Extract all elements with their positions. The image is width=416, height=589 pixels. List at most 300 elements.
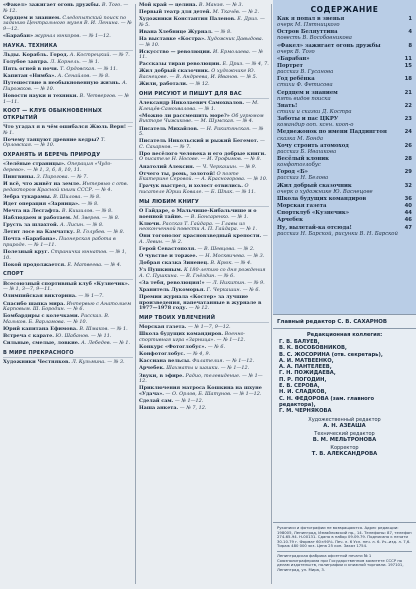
column-divider — [271, 4, 272, 584]
entry-title: Конкурс «Фотоглобус». — [139, 344, 207, 351]
entry-title: Звуки, в эфире. — [139, 372, 184, 379]
entry-details: — № 1—7. — [78, 293, 104, 300]
entry-title: Конфотоглобус. — [139, 351, 186, 358]
index-entry — [3, 67, 133, 73]
index-entry — [139, 50, 269, 61]
contents-item-name: Спортклуб «Кузнечик» — [277, 210, 350, 217]
entry-title: «Барабан» — [3, 32, 34, 39]
entry-title: Хранитель Лукоморья. — [139, 287, 206, 294]
contents-item-name: Портрет — [277, 63, 303, 70]
index-entry — [3, 162, 133, 173]
index-entry — [139, 82, 269, 88]
contents-item-title — [277, 43, 403, 55]
section-rule — [3, 279, 133, 280]
index-column-left — [3, 3, 133, 367]
contents-page-number: 44 — [404, 210, 412, 217]
index-entry — [3, 314, 133, 325]
index-entry — [139, 374, 269, 385]
entry-details: Г. Черкашин. — № 6. — [206, 287, 260, 294]
board-member: Г. Н. ПОЖИДАЕВА, — [279, 370, 336, 377]
contents-item-name: Город «Б» — [277, 169, 308, 176]
entry-title: «Зелёные страницы». — [3, 161, 66, 168]
entry-details: — № 7, 12. — [179, 404, 207, 411]
index-entry — [3, 237, 133, 248]
role-name: В. М. МЕЛЬТРОНОВА — [312, 436, 377, 443]
index-entry — [139, 184, 269, 195]
entry-title: Почему танцуют древние кедры? — [3, 136, 100, 143]
index-entry — [139, 254, 269, 260]
contents-row — [277, 76, 412, 88]
entry-title: Жил добрый сказочник. — [139, 68, 210, 75]
index-entry — [139, 268, 269, 279]
contents-row — [277, 103, 412, 115]
contents-item-author: очерк о художнике Ю. Васнецове — [277, 188, 373, 195]
index-entry — [139, 209, 269, 220]
index-entry — [139, 114, 269, 125]
contents-row — [277, 90, 412, 102]
entry-details: Т. Ордовская. — № 11. — [59, 66, 118, 73]
index-entry — [139, 366, 269, 372]
contents-row — [277, 29, 412, 41]
index-entry — [3, 223, 133, 229]
printer-info: Ленинградская фабрика офсетной печати № 1 Союзполиграфпрома при Государственном комитете СССР по делам издательств, полиграфии и книжной торговли. 197101, Ленинград, ул. Мира, 3. — [277, 551, 412, 572]
index-entry — [139, 30, 269, 36]
index-entry — [3, 327, 133, 333]
contents-page-number: 4 — [408, 29, 412, 36]
contents-page-number: 28 — [404, 156, 412, 162]
entry-title: Сердцем и знанием. — [3, 14, 61, 21]
entry-title: Зебра тукарамы. — [3, 193, 52, 200]
index-entry — [139, 399, 269, 405]
contents-page-number: 11 — [404, 55, 412, 62]
index-entry — [139, 345, 269, 351]
entry-details: журнал юнкоров. — № 1—12. — [34, 32, 111, 39]
section-heading: НАУКА. ТЕХНИКА — [3, 42, 58, 49]
contents-item-name: Арчебек — [277, 217, 303, 224]
entry-title: Художники Честняков. — [3, 359, 71, 366]
index-entry — [3, 16, 133, 33]
entry-details: Пионерская работа в природе. — № 1—11. — [3, 236, 116, 248]
entry-title: Бомбардиры с колечками. — [3, 313, 80, 320]
column-divider — [135, 4, 136, 584]
entry-title: Они тогонолог красновзведный крепости. — [139, 233, 262, 240]
contents-row — [277, 56, 412, 62]
index-entry — [139, 165, 269, 171]
editorial-board-list — [273, 339, 416, 415]
board-member: В. С. ЖОСОРИНА (отв. секретарь), — [279, 351, 383, 358]
contents-item-name: Школа будущих командиров — [277, 195, 367, 202]
entry-title: Анатолий Алексин. — [139, 163, 195, 170]
contents-row — [277, 217, 412, 223]
entry-details: М. Зверев. — № 8. — [73, 215, 120, 222]
entry-details: В. Того. — № 12. — [3, 2, 129, 14]
section-rule — [3, 357, 133, 358]
section-heading: КООТ — КЛУБ ОБЫКНОВЕННЫХ ОТКРЫТИЙ — [3, 108, 103, 121]
entry-title: Новости науки и техники. — [3, 93, 79, 100]
index-entry — [3, 341, 133, 347]
contents-page-number: 21 — [404, 89, 412, 96]
entry-title: Первый театр для детей. — [139, 9, 212, 16]
contents-item-title — [277, 63, 403, 75]
contents-page-number: 18 — [404, 76, 412, 83]
editorial-roles — [273, 417, 416, 457]
index-entry — [3, 34, 133, 40]
entry-details: Ю. Шабанов. — № 11. — [55, 332, 112, 339]
entry-details: М. Ткачёв. — № 2. — [212, 9, 260, 16]
entry-title: Что угадал я в чём ошибался Жюль Верн! — [3, 124, 127, 131]
section-heading: МЫ ЛЮБИМ КНИГУ — [139, 198, 199, 205]
entry-title: Грачук выстрел, и холост отвились. — [139, 183, 243, 190]
entry-details: Шахматы и шашки. — № 1—12. — [166, 365, 250, 372]
contents-item-author: сказка М. Бонда — [277, 135, 324, 142]
contents-item-title — [277, 196, 403, 202]
entry-details: Операция «Чудо-дерево». — № 1, 3, 6, 8, 10, 11. — [3, 161, 112, 173]
entry-details: К 180-летию со дня рождения А. С. Пушкина. — В. Гнёздин. — № 6. — [139, 267, 266, 279]
entry-details: Т. Орловская. — № 10. — [3, 136, 106, 149]
index-entry — [3, 294, 133, 300]
entry-title: Герой Севастополя. — [139, 246, 196, 252]
contents-item-title — [277, 156, 403, 168]
entry-details: В. Четвергов. — № 1—11. — [3, 93, 129, 105]
entry-title: Писатель Никольский и рыжий Бегемот. — [139, 138, 259, 145]
section-rule — [3, 50, 133, 51]
contents-item-author: стихи Ф. Фетисова — [277, 82, 333, 89]
entry-details: Об угрюмом Викторе Чижикове. — М. Шумская. — № 4. — [139, 112, 264, 125]
entry-title: Про весёлого человека и его добрые книги. — [139, 150, 266, 157]
index-entry — [3, 195, 133, 201]
contents-item-title — [277, 217, 403, 223]
index-entry — [3, 263, 133, 269]
index-entry — [3, 3, 133, 14]
entry-title: Наблюдаем и работаем. — [3, 215, 72, 222]
entry-details: Е. Матвеева. — № 4. — [67, 261, 122, 268]
index-entry — [3, 360, 133, 366]
contents-item-author: стихи и сказки Д. Костра — [277, 108, 352, 115]
board-member: А. И. МАТВЕЕНКО, — [279, 357, 334, 364]
contents-page-number: 40 — [404, 203, 412, 210]
entry-details: — Н. Ракитянская. — № 5. — [139, 125, 264, 138]
contents-page-number: 15 — [404, 63, 412, 70]
contents-item-name: Весёлый клоник — [277, 156, 329, 162]
entry-details: — Н. Москвичева. — № 3. — [198, 253, 265, 260]
contents-item-author: конфотоглобус — [277, 162, 321, 169]
section-heading: СПОРТ — [3, 271, 24, 278]
entry-details: А. Лисин. — № 8. — [59, 222, 104, 229]
contents-row — [277, 116, 412, 128]
index-entry — [139, 10, 269, 16]
entry-details: Е. Дриз. — № 4, 7. — [222, 61, 269, 68]
entry-details: В. Шилова. — № 8. — [53, 193, 101, 200]
contents-page-number: 22 — [404, 102, 412, 109]
contents-item-title — [277, 116, 403, 128]
index-entry — [139, 69, 269, 80]
index-entry — [3, 138, 133, 149]
entry-title: Льды. Корабль. Город. — [3, 51, 69, 58]
contents-page-number: 32 — [404, 182, 412, 189]
index-entry — [139, 234, 269, 245]
editorial-board-heading: Редакционная коллегия: — [306, 332, 383, 338]
contents-row — [277, 203, 412, 209]
entry-title: Грусть за шлахтой. — [3, 222, 59, 229]
contents-item-name: Морская газета — [277, 203, 327, 210]
index-entry — [139, 139, 269, 150]
entry-details: 3. Пирогова. — № 7. — [36, 174, 88, 180]
contents-item-author: рассказ Н. Барской, рисунки В. Н. Барской — [277, 230, 398, 237]
contents-row — [277, 183, 412, 195]
entry-details: — № 4, 9. — [186, 351, 211, 358]
entry-title: Идет операция «Зарница». — [3, 200, 80, 207]
contents-item-author: командир ооп. ксен. кооп-о — [277, 122, 354, 129]
index-entry — [139, 386, 269, 397]
role-name: Т. В. АЛЕКСАНДРОВА — [311, 450, 378, 457]
entry-title: И всё, что живёт на земле. — [3, 181, 81, 188]
contents-item-author: очерк В. Того — [277, 48, 315, 55]
contents-page-number: 26 — [404, 142, 412, 149]
index-entry — [3, 175, 133, 181]
section-rule — [139, 98, 269, 99]
entry-title: Добрая сказка Зиненец. — [139, 260, 209, 267]
index-entry — [3, 125, 133, 136]
entry-details: — № 1—12. — [174, 397, 204, 404]
entry-details: Л. Корнель. — № 1. — [50, 59, 100, 66]
contents-item-name: «Факел» зажигает огонь дружбы — [277, 42, 381, 49]
entry-details: — № 1, 3—7, 9—11. — [3, 286, 52, 293]
entry-title: «Можно ли рассмешить море?» — [139, 112, 230, 119]
entry-title: Арчебек. — [139, 365, 165, 372]
contents-item-author: рассказ Н. Белова — [277, 175, 329, 182]
contents-item-name: «Барабан» — [277, 55, 310, 62]
entry-title: Наша анкета. — [139, 404, 179, 411]
index-entry — [3, 81, 133, 92]
entry-details: — С. Сахарнов. — № 7. — [139, 138, 265, 150]
entry-details: Художник Давыдова. — № 10. — [139, 35, 264, 48]
staff-role — [273, 445, 416, 457]
entry-details: Интервью с отв. редактором Красной книги СССР. — № 4. — [3, 181, 129, 193]
contents-item-title — [277, 225, 403, 237]
entry-title: Мечта на Лесгафта. — [3, 207, 61, 214]
entry-details: Радио, телевидение. — № 1—12. — [139, 372, 263, 385]
role-name: А. Н. АЗЕАША — [323, 422, 366, 429]
entry-details: — № 12. — [189, 81, 210, 88]
index-entry — [139, 247, 269, 253]
entry-details: Л. Кузьмина. — № 3. — [71, 359, 125, 366]
entry-details: — М. Клещёв-Самохвалова. — № 1. — [139, 100, 259, 112]
entry-title: Мой край — целина. — [139, 2, 198, 8]
contents-row — [277, 143, 412, 155]
index-entry — [139, 352, 269, 358]
entry-details: Рассказ. В. Мальков. Б. Варламова. — № 10. — [3, 313, 110, 325]
index-entry — [139, 172, 269, 183]
entry-details: А. Сенайлов. — № 8. — [57, 73, 110, 80]
entry-title: Приключения матроса Кошкина на шхуне «Удача». — [139, 385, 262, 397]
entry-details: — № 8. — [214, 28, 232, 35]
contents-page-number: 46 — [404, 217, 412, 224]
entry-title: Отчего ты, ромь, золотой! — [139, 170, 216, 177]
contents-row — [277, 63, 412, 75]
index-entry — [139, 222, 269, 233]
entry-title: Кассиана вельсы. — [139, 358, 191, 365]
contents-page-number: 24 — [404, 129, 412, 136]
index-entry — [139, 332, 269, 343]
entry-title: Писатель Михайлов. — [139, 125, 199, 132]
contents-item-name: Остров Беляуттина — [277, 29, 338, 36]
index-entry — [3, 302, 133, 313]
entry-details: В. Голубев. — № 8. — [76, 229, 125, 236]
entry-details: В. Манэя. — № 3. — [198, 2, 244, 8]
entry-title: Ключи. — [139, 220, 161, 227]
entry-details: А. Лебедев. — № 1. — [81, 340, 131, 347]
entry-details: А. Кострецкий. — № 7. — [69, 51, 130, 58]
contents-item-name: Знать! — [277, 102, 298, 109]
imprint-block — [273, 522, 416, 588]
contents-item-title — [277, 103, 403, 115]
entry-details: Рассказ Т. Гайдара. — Главы из неоконченной повести А. П. Гайдара. — № 1. — [139, 220, 258, 233]
staff-role — [273, 417, 416, 429]
contents-item-name: Ну, вылетай-ка отсюда! — [277, 224, 352, 231]
contents-page-number: 23 — [404, 116, 412, 123]
contents-row — [277, 210, 412, 216]
contents-item-author: рассказ В. Гусанова — [277, 69, 334, 76]
entry-title: Пингвины. — [3, 174, 36, 180]
entry-details: Военно-спортивная игра «Зарница». — № 1—12. — [139, 331, 246, 344]
index-entry — [139, 37, 269, 48]
entry-title: «За тебя, революция!» — [139, 279, 205, 286]
entry-title: Путешествие в необыкновенную жизнь. — [3, 80, 121, 87]
entry-details: — № 6. — [207, 344, 226, 351]
entry-details: — № 8. — [81, 200, 99, 207]
index-entry — [139, 295, 269, 312]
contents-page-number: 36 — [404, 195, 412, 202]
role-label: Технический редактор — [314, 430, 375, 437]
entry-title: Рассказы тиран революции. — [139, 61, 221, 68]
entry-title: Встреча с карате. — [3, 332, 54, 339]
contents-item-author: повесть В. Вособовникова — [277, 35, 352, 42]
contents-item-title — [277, 203, 403, 209]
contents-title: СОДЕРЖАНИЕ — [310, 5, 379, 14]
index-entry — [3, 250, 133, 261]
index-entry — [3, 53, 133, 59]
contents-row — [277, 156, 412, 168]
imprint-text: Рукописи и фотографии не возвращаются. Адрес редакции: 198005, Ленинград, Измайловский пр., 14. Телефоны: 87, телефон 274-65-94. Н-00131. Сдано в набор 09.09.79. Подписано к печати 30.10.79 г. Формат 60×90⅛. Печ. л. 6 Усл. печ. л. 6. Уч.-изд. л. 7,6. Тираж 480 000 экз. Цена 25 коп. Заказ 1754. — [277, 525, 412, 549]
entry-details: — Ч. Черкашин. — № 9. — [195, 163, 257, 170]
chief-editor: Главный редактор С. В. САХАРНОВ — [273, 315, 416, 329]
contents-item-name: Медвежонок по имени Паддингтон — [277, 129, 387, 136]
entry-title: Пять огней в ночи. — [3, 66, 59, 73]
entry-details: В. Шмаков. — № 1. — [79, 325, 128, 332]
entry-title: Юрий капитана Ефимова. — [3, 325, 78, 332]
contents-item-author: очерк М. Пятницкого — [277, 22, 340, 29]
entry-details: — № 1. — [3, 124, 133, 136]
entry-details: О поэте Екатерине Серовой. — А. Красногорова. — № 10. — [139, 170, 268, 183]
entry-title: Премии журнала «Костер» за лучшие произведения, напечатанные в журнале в 1977—1978 году. — [139, 294, 262, 312]
index-entry — [3, 209, 133, 215]
board-member: С. Н. ФЕДОРОВА (зам. главного редактора), — [279, 395, 375, 408]
index-entry — [139, 17, 269, 28]
entry-title: «Факел» зажигает огонь дружбы. — [3, 2, 101, 8]
contents-panel — [273, 0, 416, 588]
entry-title: Летит лосе на Камчатку. — [3, 229, 75, 236]
contents-item-name: Как я попал в звенья — [277, 16, 345, 22]
contents-page-number: 47 — [404, 224, 412, 231]
contents-row — [277, 225, 412, 237]
entry-details: Следопытский поиск по заданию Центрального музея В. И. Ленина. — № 9—12. — [3, 14, 132, 32]
entry-details: Страничка юннатов. — № 1, 10. — [3, 249, 127, 261]
index-entry — [139, 101, 269, 112]
role-label: Художественный редактор — [308, 416, 381, 423]
board-member: В. К. ВОСОБОВНИКОВ, — [279, 345, 347, 352]
entry-title: Почта «Барабана». — [3, 236, 58, 243]
entry-details: Интервью с Анатолием Карповым. Ш. Бородин. — № 6. — [3, 300, 132, 313]
contents-row — [277, 43, 412, 55]
entry-title: Жили, работали. — [139, 81, 188, 88]
entry-title: Сделай сам. — [139, 397, 174, 404]
index-entry — [139, 281, 269, 287]
staff-role — [273, 431, 416, 443]
entry-title: Ивана Хлебнице Журнал. — [139, 28, 213, 35]
index-entry — [3, 216, 133, 222]
contents-item-title — [277, 129, 403, 141]
contents-item-title — [277, 90, 403, 102]
index-entry — [3, 282, 133, 293]
index-entry — [139, 406, 269, 412]
entry-details: — В. Бонсаренко. — № 1. — [184, 213, 249, 220]
board-member: Г. М. ЧЕРНЯКОВА — [279, 408, 332, 415]
section-rule — [3, 122, 133, 123]
contents-row — [277, 16, 412, 28]
contents-item-title — [277, 16, 403, 28]
index-entry — [3, 94, 133, 105]
contents-item-name: Хочу строить атомоход — [277, 142, 349, 149]
index-entry — [139, 127, 269, 138]
index-entry — [3, 182, 133, 193]
entry-title: Капитан «Нимба». — [3, 73, 57, 80]
entry-title: Художники Константин Паленов. — [139, 16, 236, 23]
section-rule — [139, 206, 269, 207]
contents-item-name: Сердцем и знанием — [277, 89, 338, 96]
contents-item-title — [277, 29, 403, 41]
section-heading: ОХРАНЯТЬ И БЕРЕЧЬ ПРИРОДУ — [3, 151, 101, 158]
contents-row — [277, 169, 412, 181]
index-column-middle — [139, 3, 269, 413]
board-member: Е. В. СЕРОВА, — [279, 383, 320, 390]
section-heading: ОНИ РИСУЮТ И ПИШУТ ДЛЯ ВАС — [139, 90, 242, 97]
contents-item-name: Год ребёнка — [277, 76, 315, 83]
index-entry — [3, 60, 133, 66]
index-entry — [3, 334, 133, 340]
entry-title: Полезный круг. — [3, 249, 50, 256]
entry-title: О чувстве и торжее. — [139, 253, 198, 260]
entry-title: Олимпийская викторина. — [3, 293, 77, 300]
contents-page-number: 29 — [404, 169, 412, 176]
entry-title: Искусство — революции. — [139, 48, 212, 55]
entry-details: О писателе Н. Носове. — И. Трофимов. — № 8. — [139, 156, 262, 163]
entry-details: Е. Дриз. — № 5. — [139, 16, 265, 28]
entry-details: — № 1—7, 9—12. — [187, 324, 231, 331]
entry-details: — № 12. — [188, 305, 210, 312]
contents-item-title — [277, 169, 403, 181]
contents-item-title — [277, 210, 403, 216]
entry-details: О писателе Юрии Ковале. — Б. Шпак. — № 11. — [139, 183, 256, 195]
contents-list — [277, 16, 412, 238]
entry-title: Голубое завтра. — [3, 59, 49, 66]
section-rule — [139, 322, 269, 323]
contents-item-name: Жил добрый сказочник — [277, 182, 352, 189]
contents-item-name: Заботы и пас ЦКРУ — [277, 116, 339, 123]
contents-item-author: рассказ Б. Ивашкова — [277, 148, 337, 155]
contents-row — [277, 129, 412, 141]
index-entry — [3, 74, 133, 80]
entry-details: О художнике Ю. Васнецове. — В. Андреева, И. Иванов. — № 5. — [139, 68, 258, 81]
